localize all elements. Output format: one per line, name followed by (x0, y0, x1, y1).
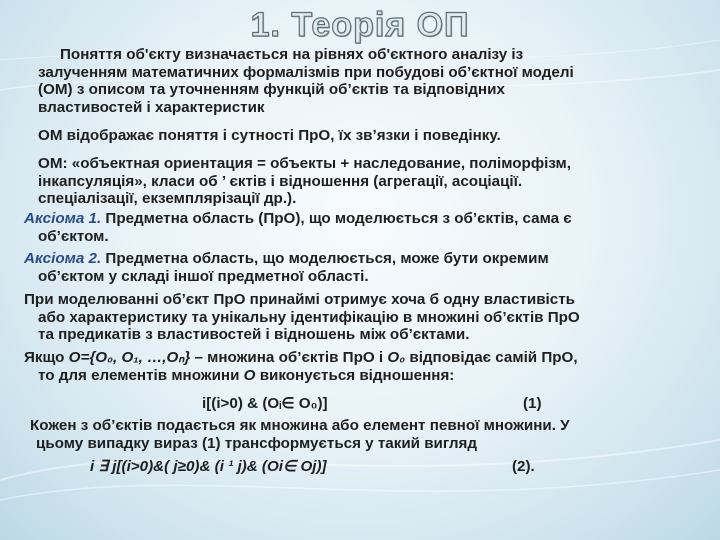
o-symbol: O (243, 366, 256, 384)
paragraph-set-definition (24, 349, 578, 384)
p7-text-2c: виконується відношення: (255, 366, 455, 384)
paragraph-modeling (24, 291, 580, 344)
p8-line-1: Кожен з об’єктів подається як множина або елемент певної множини. У (30, 417, 570, 434)
p6-line-3: та предикатів з властивостей і відношень між об’єктами. (38, 326, 470, 344)
word: (ОМ) (38, 81, 73, 99)
formula-1-ref: (1) (523, 395, 542, 412)
word: Поняття (60, 46, 122, 63)
formula-1-text: i[(i>0) & (Oᵢ∈ O₀)] (202, 395, 328, 412)
formula-2-ref: (2). (512, 458, 535, 475)
paragraph-axiom-1 (24, 210, 572, 245)
formula-2-text: i ∃ j[(i>0)&( j≥0)& (i ¹ j)& (Oi∈ Oj)] (90, 458, 327, 475)
axiom-1-text: Предметна область (ПрО), що моделюється з об’єктів, сама є (101, 210, 572, 227)
p7-text-c: – множина об’єктів ПрО і (190, 349, 388, 366)
p3-line-2: інкапсуляція», класи об ’ єктів і відношення (агрегації, асоціації. (38, 172, 523, 190)
p8-line-2: цьому випадку вираз (1) трансформується у такий вигляд (36, 434, 477, 452)
axiom-2-label: Аксіома 2. (24, 250, 102, 267)
p6-line-1: При моделюванні об’єкт ПрО принаймі отримує хоча б одну властивість (24, 291, 575, 308)
axiom-1-label: Аксіома 1. (24, 210, 102, 227)
word: рівнях (314, 46, 364, 63)
word: функцій (263, 81, 325, 99)
p1-line-1 (38, 46, 694, 64)
word: на (292, 46, 311, 63)
p1-line-4: властивостей і характеристик (38, 98, 265, 116)
paragraph-each-object (30, 417, 570, 452)
axiom-1-line-2: об’єктом. (38, 227, 109, 245)
word: аналізу (451, 46, 508, 63)
paragraph-om-definition (38, 155, 571, 208)
word: та (392, 81, 409, 99)
p1-line-3 (38, 81, 694, 99)
p7-line-2 (24, 367, 578, 385)
word: з (76, 81, 85, 99)
word: та (149, 81, 166, 99)
word: описом (88, 81, 146, 99)
word: уточненням (169, 81, 260, 99)
axiom-1-line-1 (24, 210, 572, 228)
slide-title: 1. Теорія ОП (250, 6, 470, 44)
word: об'єктного (367, 46, 448, 63)
axiom-2-line-2: об’єктом у складі іншої предметної області. (38, 267, 369, 285)
p6-line-2: або характеристику та унікальну ідентифікацію в множині об’єктів ПрО (38, 308, 580, 326)
p3-line-3: спеціалізації, екземплярізації др.). (38, 190, 297, 208)
p7-text-a: Якщо (24, 349, 69, 366)
word: об'єкту (126, 46, 181, 63)
word: визначається (184, 46, 289, 63)
p7-text-2a: то для елементів множини (38, 366, 244, 384)
o0-symbol: O₀ (387, 349, 406, 366)
axiom-2-text: Предметна область, що моделюється, може бути окремим (101, 250, 549, 267)
paragraph-axiom-2 (24, 250, 549, 285)
word: відповідних (413, 81, 505, 99)
axiom-2-line-1 (24, 250, 549, 268)
p7-text-e: відповідає самій ПрО, (405, 349, 578, 366)
word: із (511, 46, 524, 63)
p2-line: ОМ відображає поняття і сутності ПрО, їх зв’язки і поведінку. (38, 127, 501, 144)
set-notation: O={O₀, O₁, …,Oₙ} (68, 349, 191, 366)
word: об’єктів (328, 81, 389, 99)
p3-line-1: ОМ: «объектная ориентация = объекты + наследование, поліморфізм, (38, 155, 571, 172)
paragraph-object-concept (38, 46, 694, 116)
p1-line-2: залученням математичних формалізмів при побудові об’єктної моделі (38, 63, 574, 81)
p7-line-1 (24, 349, 578, 367)
paragraph-om-displays (38, 127, 501, 145)
